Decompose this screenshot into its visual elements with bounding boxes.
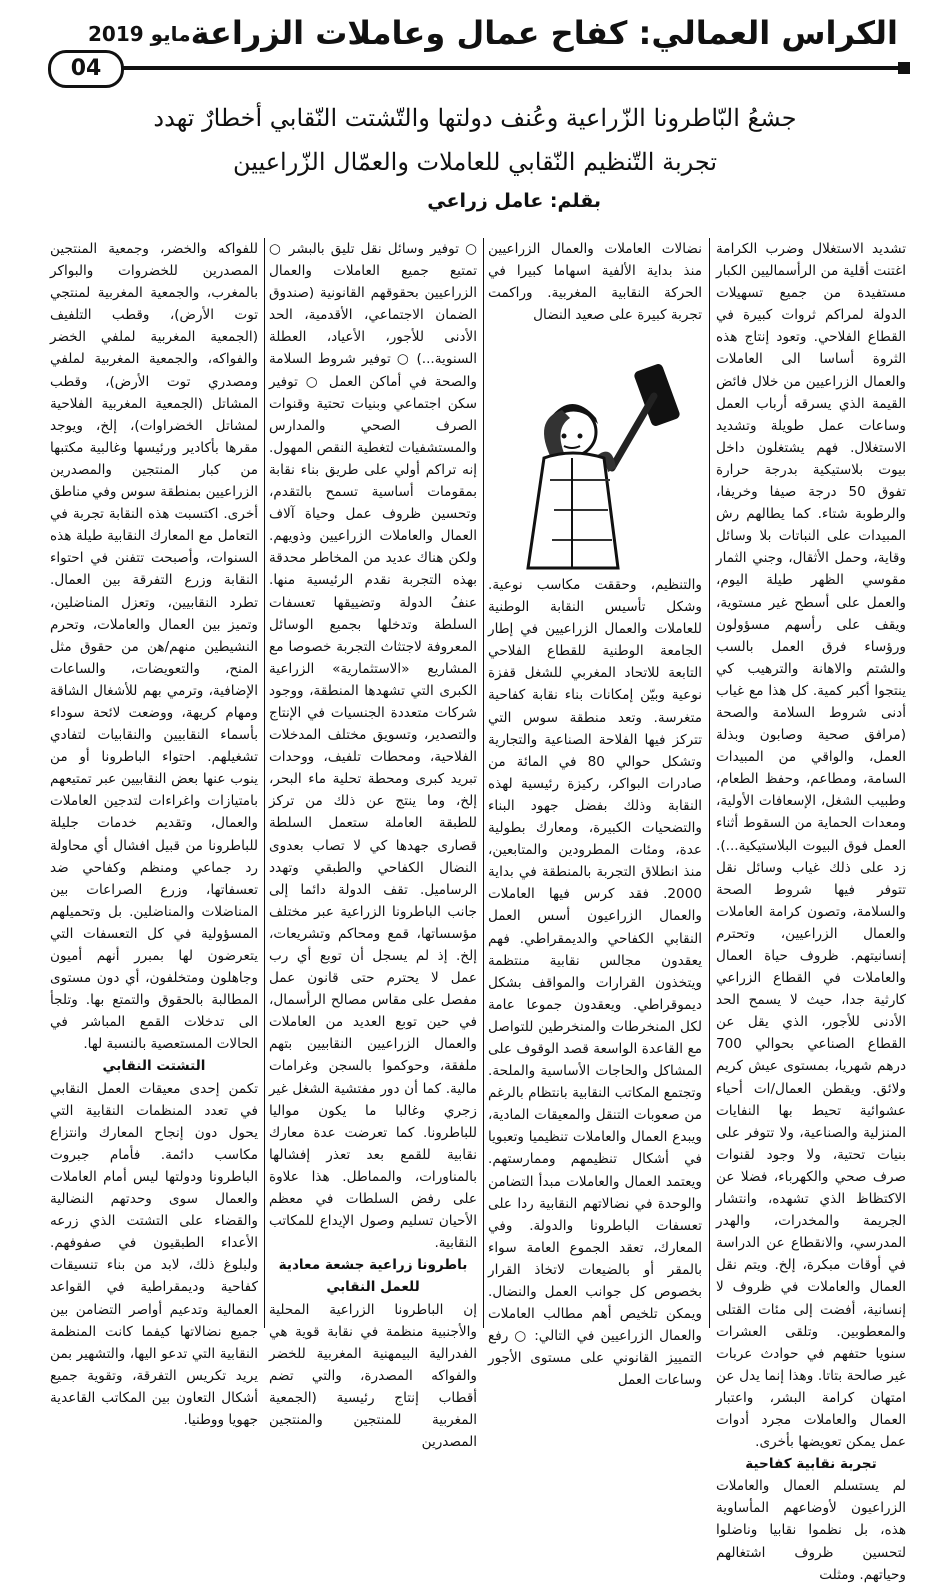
column-text: والتنظيم، وحققت مكاسب نوعية. وشكل تأسيس النقابة الوطنية للعاملات والعمال الزراعيين في إطار الجامعة الوطنية للقطاع الفلاحي التابعة للاتحاد المغربي للشغل قفزة نوعية وبيّن إمكانات بناء نقابة كفاحية متغرسة. وتعد منطقة سوس التي تتركز فيها الفلاحة الصناعية والتجارية وتشكل حوالي 80 في المائة من صادرات البواكر، ركيزة رئيسية لهذه النقابة وذلك بفضل جهود البناء والتضحيات الكبيرة، ومعارك بطولية عدة، ومئات المطرودين والمتابعين، منذ انطلاق التجربة بالمنطقة في بداية 2000. فقد كرس فيها العاملات والعمال الزراعيون أسس العمل النقابي الكفاحي والديمقراطي. فهم يعقدون مجالس نقابية منتظمة ويتخذون القرارات والمواقف بشكل ديموقراطي. ويعقدون جموعا عامة لكل المنخرطات والمنخرطين للتواصل مع القاعدة الواسعة قصد الوقوف على المشاكل والحاجات الأساسية والملحة. وتجتمع المكاتب النقابية بانتظام بالرغم من صعوبات التنقل والمعيقات المادية، ويبدع العمال والعاملات تنظيميا وتعبويا في أشكال تنظيمهم وممارستهم. ويعتمد العمال والعاملات مبدأ التضامن والوحدة في نضالاتهم النقابية ردا على تعسفات الباطرونا والدولة. وفي المعارك، تعقد الجموع العامة سواء بالمقر أو بالضيعات لاتخاذ القرار بخصوص كل جوانب العمل والنضال. ويمكن تلخيص أهم مطالب العاملات والعمال الزراعيين في التالي: ○ رفع التمييز القانوني على مستوى الأجور وساعات العمل bbox=[488, 577, 702, 1389]
column-divider bbox=[709, 238, 710, 1328]
column-text: لم يستسلم العمال والعاملات الزراعيون لأوضاعهم المأساوية هذه، بل نظموا نقابيا وناضلوا لتحسين ظروف اشتغالهم وحياتهم. ومثلت bbox=[716, 1478, 906, 1583]
column-divider bbox=[264, 238, 265, 1328]
subheading: باطرونا زراعية جشعة معادية للعمل النقابي bbox=[278, 1257, 468, 1296]
column-text: نضالات العاملات والعمال الزراعيين منذ بداية الألفية اسهاما كبيرا في الحركة النقابية المغربية. وراكمت تجربة كبيرة على صعيد النضال bbox=[488, 241, 702, 324]
page-header bbox=[48, 10, 908, 81]
issue-date: مايو 2019 bbox=[88, 22, 191, 46]
column-text: تشديد الاستغلال وضرب الكرامة اغتنت أقلية من الرأسماليين الكبار مستفيدة من جميع تسهيلات الدولة لمراكم ثروات كبيرة في القطاع الفلاحي. وتعود إنتاج هذه الثروة أساسا الى العاملات والعمال الزراعيين من خلال فائض القيمة الذي يسرقه أرباب العمل وساعات عمل طويلة وتشديد الاستغلال. فهم يشتغلون داخل بيوت بلاستيكية بدرجة حرارة تفوق 50 درجة صيفا وخريفا، والرطوبة شتاء. كما يطالهم رش المبيدات على النباتات بلا وسائل وقاية، وحمل الأثقال، وجني الثمار مقوسي الظهر طيلة اليوم، والعمل على أسطح غير مستوية، ويقف على رأسهم مسؤولون ورؤساء فرق العمل بالسب والشتم والاهانة والترهيب كي ينتجوا أكبر كمية. كل هذا مع غياب أدنى شروط السلامة والصحة (مرافق صحية وصابون وبذلة العمل، والواقي من المبيدات السامة، ومطاعم، وحفظ الطعام، وطبيب الشغل، الإسعافات الأولية، ومعدات الحماية من السقوط أثناء العمل فوق البيوت البلاستيكية...). زد على ذلك غياب وسائل نقل تتوفر فيها شروط الصحة والسلامة، وتصون كرامة العاملات والعمال الزراعيين، وتحترم إنسانيتهم. ظروف حياة العمال والعاملات في القطاع الزراعي كارثية جدا، حيث لا يسمح الحد الأدنى للأجور، الذي يقل عن القطاع الصناعي بحوالي 700 درهم شهريا، بمستوى عيش كريم ولائق. ويقطن العمال/ات أحياء عشوائية تحيط بها النفايات المنزلية والصناعية، ولا تتوفر على بنيات تحتية، ولا وجود لقنوات صرف صحي والكهرباء، فضلا عن الاكتظاظ الذي تشهده، وانتشار الجريمة والمخدرات، والهدر المدرسي، والانقطاع عن الدراسة في أوقات مبكرة، إلخ. ويتم نقل العمال والعاملات في ظروف لا إنسانية، أفضت إلى مئات القتلى والمعطوبين. وتلقى العشرات سنويا حتفهم في حوادث عربات غير صالحة بتاتا. وهذا إنما يدل عن امتهان كرامة البشر، واعتبار العمال والعاملات مجرد أدوات عمل يمكن تعويضها بأخرى. bbox=[716, 241, 906, 1451]
column-divider bbox=[483, 238, 484, 1328]
headline-line-1: جشعُ البّاطرونا الزّراعية وعُنف دولتها والتّشتت النّقابي أخطارٌ تهدد bbox=[153, 104, 797, 132]
subheading: التشتت النقابي bbox=[102, 1058, 206, 1075]
subheading: تجربة نقابية كفاحية bbox=[745, 1456, 877, 1473]
byline: بقلم: عامل زراعي bbox=[427, 190, 601, 212]
article-column-2-bottom bbox=[488, 574, 702, 1389]
article-column-4 bbox=[50, 238, 258, 1428]
article-column-3 bbox=[269, 238, 477, 1451]
header-rule bbox=[108, 66, 904, 70]
column-text: تكمن إحدى معيقات العمل النقابي في تعدد المنظمات النقابية التي يحول دون إنجاح المعارك وانتزاع مكاسب دائمة. فأمام جبروت الباطرونا ودولتها ليس أمام العاملات والعمال سوى وحدتهم النضالية والقضاء على التشتت الذي زرعه الأعداء الطبقيون في صفوفهم. ولبلوغ ذلك، لابد من بناء تنسيقات كفاحية وديمقراطية في القواعد العمالية وتدعيم أواصر التضامن بين جميع نضالاتها كيفما كانت المنظمة النقابية التي تدعو اليها، والتشهير بمن يريد تكريس التفرقة، وتقوية جميع أشكال التعاون بين المكاتب القاعدية جهويا ووطنيا. bbox=[50, 1080, 258, 1428]
article-column-1 bbox=[716, 238, 906, 1583]
worker-with-sledgehammer-icon bbox=[492, 340, 698, 568]
page-number: 04 bbox=[48, 50, 124, 88]
column-text: للفواكه والخضر، وجمعية المنتجين المصدرين للخضروات والبواكر بالمغرب، والجمعية المغربية لمنتجي توت الأرض)، وقطب التلفيف (الجمعية المغربية لملفي الخضر والفواكه، والجمعية المغربية لملفي ومصدري توت الأرض)، وقطب المشاتل (الجمعية المغربية الفلاحية لمشاتل الخضراوات)، إلخ، ويوجد مقرها بأكادير ورئيسها وغالبية مكتبها من كبار المنتجين والمصدرين الزراعيين بمنطقة سوس وفي مناطق أخرى. اكتسبت هذه النقابة تجربة في التعامل مع المعارك النقابية طيلة هذه السنوات، وأصبحت تتفنن في احتواء النقابة وزرع التفرقة بين العمال. تطرد النقابيين، وتعزل المناضلين، وتميز بين العمال والعاملات، وتحرم النشيطين منهم/هن من حقوق مثل المنح، والتعويضات، والساعات الإضافية، وترمي بهم للأشغال الشاقة ومهام كريهة، ووضعت لائحة سوداء بأسماء النقابيين والنقابيات لتفادي تشغيلهم. احتواء الباطرونا أو من ينوب عنها بعض النقابيين عبر تمتيعهم بامتيازات واغراءات لتدجين العاملات والعمال، وتقديم خدمات جليلة للباطرونا من قبيل افشال أي محاولة رد جماعي ومنظم وكفاحي ضد تعسفاتها، وزرع الصراعات بين المناضلات والمناضلين. بل وتحميلهم المسؤولية في كل التعسفات التي يتعرضون لها بمبرر أنهم أميون وجاهلون ومتخلفون، أي دون مستوى المطالبة بالحقوق والتمتع بها. وتلجأ الى تدخلات القمع المباشر في الحالات المستعصية بالنسبة لها. bbox=[50, 241, 258, 1053]
column-text: إن الباطرونا الزراعية المحلية والأجنبية منظمة في نقابة قوية هي الفدرالية البيمهنية المغربية للخضر والفواكه المصدرة، والتي تضم أقطاب إنتاج رئيسية (الجمعية المغربية للمنتجين والمنتجين المصدرين bbox=[269, 1301, 477, 1451]
section-title: الكراس العمالي: كفاح عمال وعاملات الزراعة bbox=[190, 14, 898, 52]
headline-line-2: تجربة التّنظيم النّقابي للعاملات والعمّال الزّراعيين bbox=[232, 148, 718, 176]
column-text: ○ توفير وسائل نقل تليق بالبشر ○ تمتيع جميع العاملات والعمال الزراعيين بحقوقهم القانونية (صندوق الضمان الاجتماعي، الأقدمية، الحد الأدنى للأجور، الأعياد، العطلة السنوية...) ○ توفير شروط السلامة والصحة في أماكن العمل ○ توفير سكن اجتماعي وبنيات تحتية وقنوات الصرف الصحي والمدارس والمستشفيات لتغطية النقص المهول. إنه تراكم أولي على طريق بناء نقابة بمقومات أساسية تسمح بالتقدم، وتحسين ظروف عمل وحياة آلاف العمال والعاملات الزراعيين وذويهم. ولكن هناك عديد من المخاطر محدقة بهذه التجربة نقدم الرئيسية منها. عنفُ الدولة وتضييقها تعسفات السلطة وتدخلها بجميع الوسائل المعروفة لاجتثاث التجربة خصوصا مع المشاريع «الاستثمارية» الزراعية الكبرى التي تشهدها المنطقة، ووجود شركات متعددة الجنسيات في الإنتاج والتصدير، وتسويق مختلف المدخلات الفلاحية، ومحطات تلفيف، ووحدات تبريد كبرى ومحطة تحلية ماء البحر، إلخ، وما ينتج عن ذلك من تركز للطبقة العاملة ستعمل السلطة قصارى جهدها كي لا تصاب بعدوى النضال الكفاحي والطبقي وتهدد الرساميل. تقف الدولة دائما إلى جانب الباطرونا الزراعية عبر مختلف مؤسساتها، قمع ومحاكم وتشريعات، إلخ. إذ لم يسجل أن توبع أي رب عمل لا يحترم حتى قانون عمل مفصل على مقاس مصالح الرأسمال، في حين توبع العديد من العاملات والعمال الزراعيين النقابيين بتهم ملفقة، وحوكموا بالسجن وغرامات مالية. كما أن دور مفتشية الشغل غير زجري وغالبا ما يكون مواليا للباطرونا. كما تعرضت عدة معارك نقابية للقمع بعد تعذر إفشالها بالمناورات، والمماطل. هذا علاوة على رفض السلطات في معظم الأحيان تسليم وصول الإيداع للمكاتب النقابية. bbox=[269, 241, 477, 1252]
